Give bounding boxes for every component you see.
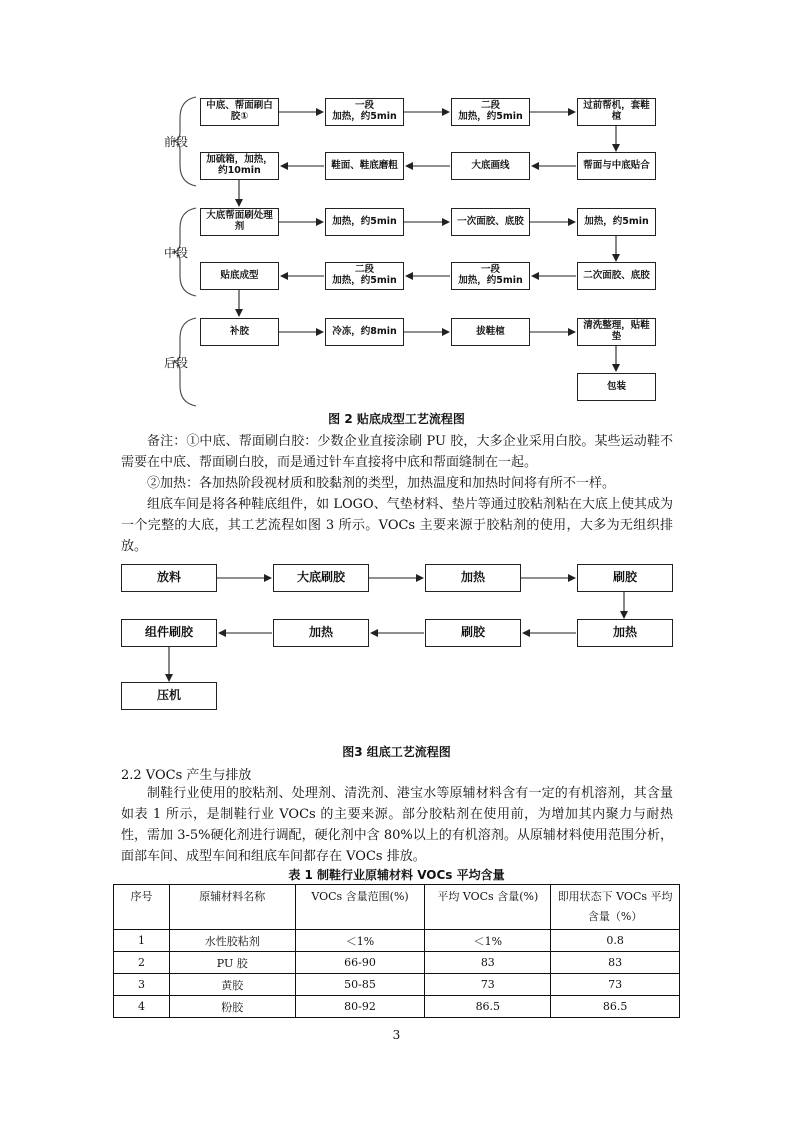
table-cell: ＜1% [295, 930, 425, 952]
notes-block [121, 431, 673, 557]
flow-box: 贴底成型 [200, 262, 279, 290]
table-cell: 73 [425, 974, 551, 996]
table-cell: 水性胶粘剂 [169, 930, 295, 952]
table-cell: 4 [114, 996, 170, 1018]
flow-box: 一段 加热，约5min [325, 98, 404, 126]
section-heading: 2.2 VOCs 产生与排放 [121, 768, 252, 783]
flow-box: 冷冻，约8min [325, 318, 404, 346]
table-cell: 80-92 [295, 996, 425, 1018]
table-cell: ＜1% [425, 930, 551, 952]
flow-box: 加热 [577, 619, 673, 647]
table-1-caption: 表 1 制鞋行业原辅材料 VOCs 平均含量 [288, 868, 505, 882]
flow-box: 加热，约5min [325, 208, 404, 236]
table-cell: 83 [425, 952, 551, 974]
flow-box: 刷胶 [577, 564, 673, 592]
stage-label-middle: 中段 [164, 246, 189, 260]
flow-box: 加硫箱，加热，约10min [200, 152, 279, 180]
flow-box: 鞋面、鞋底磨粗 [325, 152, 404, 180]
table-row [114, 996, 680, 1018]
flow-box: 包装 [577, 373, 656, 401]
flow-box: 大底刷胶 [273, 564, 369, 592]
flow-box: 二次面胶、底胶 [577, 262, 656, 290]
flow-box: 压机 [121, 682, 217, 710]
flow-box: 一次面胶、底胶 [451, 208, 530, 236]
flow-box: 二段 加热，约5min [451, 98, 530, 126]
table-header-cell: 即用状态下 VOCs 平均含量（%） [551, 885, 680, 930]
table-cell: 50-85 [295, 974, 425, 996]
table-row [114, 952, 680, 974]
table-1 [113, 884, 680, 1018]
stage-label-back: 后段 [164, 356, 189, 370]
table-cell: 黄胶 [169, 974, 295, 996]
intro-paragraph: 组底车间是将各种鞋底组件，如 LOGO、气垫材料、垫片等通过胶粘剂粘在大底上使其成为一个完整的大底，其工艺流程如图 3 所示。VOCs 主要来源于胶粘剂的使用，大多为无组织排放。 [121, 497, 673, 554]
table-header-cell: 序号 [114, 885, 170, 930]
table-header-cell: VOCs 含量范围(%) [295, 885, 425, 930]
section-body [121, 783, 673, 867]
flow-box: 过前帮机，套鞋楦 [577, 98, 656, 126]
page-number: 3 [392, 1028, 401, 1042]
table-cell: 1 [114, 930, 170, 952]
flow-box: 放料 [121, 564, 217, 592]
table-cell: 0.8 [551, 930, 680, 952]
table-cell: 86.5 [551, 996, 680, 1018]
table-header-cell: 原辅材料名称 [169, 885, 295, 930]
note-1: 备注：①中底、帮面刷白胶：少数企业直接涂刷 PU 胶，大多企业采用白胶。某些运动鞋不需要在中底、帮面刷白胶，而是通过针车直接将中底和帮面缝制在一起。 [121, 434, 673, 470]
table-header-cell: 平均 VOCs 含量(%) [425, 885, 551, 930]
table-cell: 2 [114, 952, 170, 974]
flow-box: 大底帮面刷处理剂 [200, 208, 279, 236]
table-cell: 3 [114, 974, 170, 996]
table-cell: 86.5 [425, 996, 551, 1018]
stage-label-front: 前段 [164, 135, 189, 149]
flow-box: 帮面与中底贴合 [577, 152, 656, 180]
flow-box: 补胶 [200, 318, 279, 346]
table-cell: 73 [551, 974, 680, 996]
figure-3-lines [0, 555, 793, 715]
flow-box: 二段 加热，约5min [325, 262, 404, 290]
flow-box: 加热 [273, 619, 369, 647]
table-row [114, 930, 680, 952]
figure-2-lines [0, 0, 793, 410]
flow-box: 加热 [425, 564, 521, 592]
flow-box: 拔鞋楦 [451, 318, 530, 346]
table-cell: 66-90 [295, 952, 425, 974]
flow-box: 组件刷胶 [121, 619, 217, 647]
table-header-row [114, 885, 680, 930]
figure-3-caption: 图3 组底工艺流程图 [342, 745, 451, 759]
flow-box: 刷胶 [425, 619, 521, 647]
flow-box: 加热，约5min [577, 208, 656, 236]
flow-box: 清洗整理，贴鞋垫 [577, 318, 656, 346]
table-cell: 粉胶 [169, 996, 295, 1018]
figure-2-caption: 图 2 贴底成型工艺流程图 [328, 412, 465, 426]
note-2: ②加热：各加热阶段视材质和胶黏剂的类型，加热温度和加热时间将有所不一样。 [147, 476, 616, 491]
flow-box: 中底、帮面刷白胶① [200, 98, 279, 126]
flow-box: 大底画线 [451, 152, 530, 180]
table-cell: 83 [551, 952, 680, 974]
table-row [114, 974, 680, 996]
table-cell: PU 胶 [169, 952, 295, 974]
section-paragraph: 制鞋行业使用的胶粘剂、处理剂、清洗剂、港宝水等原辅材料含有一定的有机溶剂，其含量如表 1 所示，是制鞋行业 VOCs 的主要来源。部分胶粘剂在使用前，为增加其内聚力与耐热性，需加 3-5%硬化剂进行调配，硬化剂中含 80%以上的有机溶剂。从原辅材料使用范围分析，面部车间、成型车间和组底车间都存在 VOCs 排放。 [121, 786, 673, 864]
flow-box: 一段 加热，约5min [451, 262, 530, 290]
